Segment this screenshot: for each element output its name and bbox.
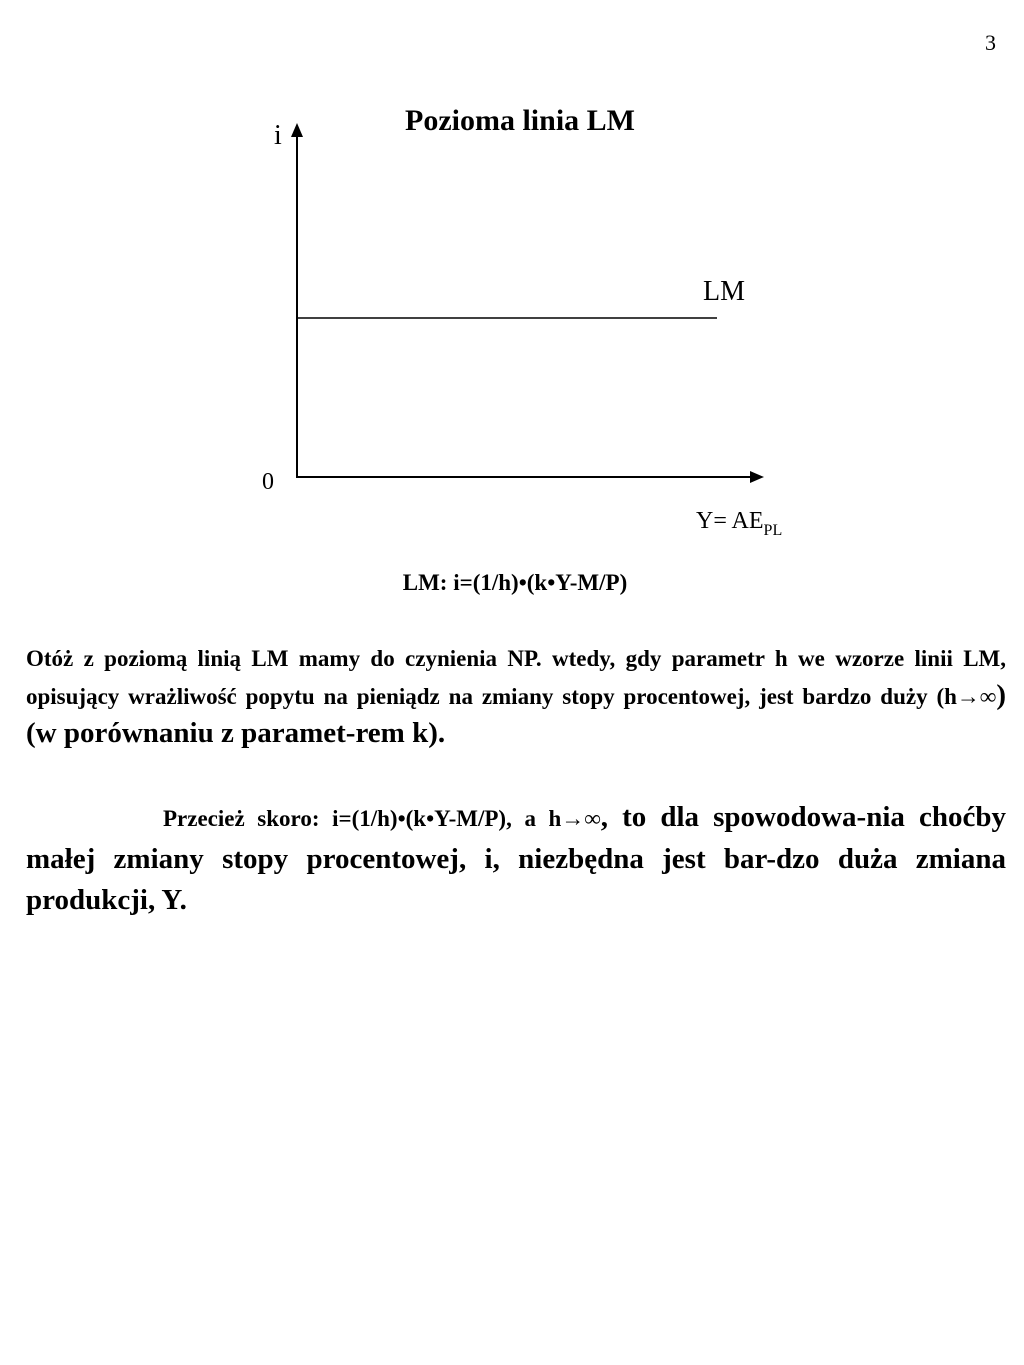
diagram-title: Pozioma linia LM [405,104,635,137]
lm-formula: LM: i=(1/h)•(k•Y-M/P) [402,570,628,595]
origin-label: 0 [262,469,274,495]
page-number: 3 [985,30,996,55]
paragraph-2 [26,797,1006,921]
lm-diagram [0,0,1024,560]
paragraph-2-text-a: Przecież skoro: i=(1/h)•(k•Y-M/P), a h→∞ [163,806,601,831]
y-axis-label: i [274,120,282,151]
paragraph-1 [26,641,1006,753]
x-axis-arrow [750,471,764,483]
x-axis-label-main: Y= AE [696,508,764,534]
paragraph-1-text-a: Otóż z poziomą linią LM mamy do czynienia NP. wtedy, gdy parametr h we wzorze linii LM, opisujący wrażliwość popytu na pieniądz na zmiany stopy procentowej, jest bardzo duży (h→∞ [26,646,1006,709]
paragraph-2-text-b: , to dla spowodowa-nia choćby małej zmiany stopy procentowej, i, niezbędna jest bar-dzo duża zmiana produkcji, Y. [26,801,1006,916]
x-axis-label-sub: PL [763,522,783,539]
lm-curve-label: LM [703,276,745,307]
x-axis-label [696,508,782,539]
y-axis-arrow [291,123,303,137]
paragraph-1-text-b: ) (w porównaniu z paramet-rem k). [26,679,1006,749]
